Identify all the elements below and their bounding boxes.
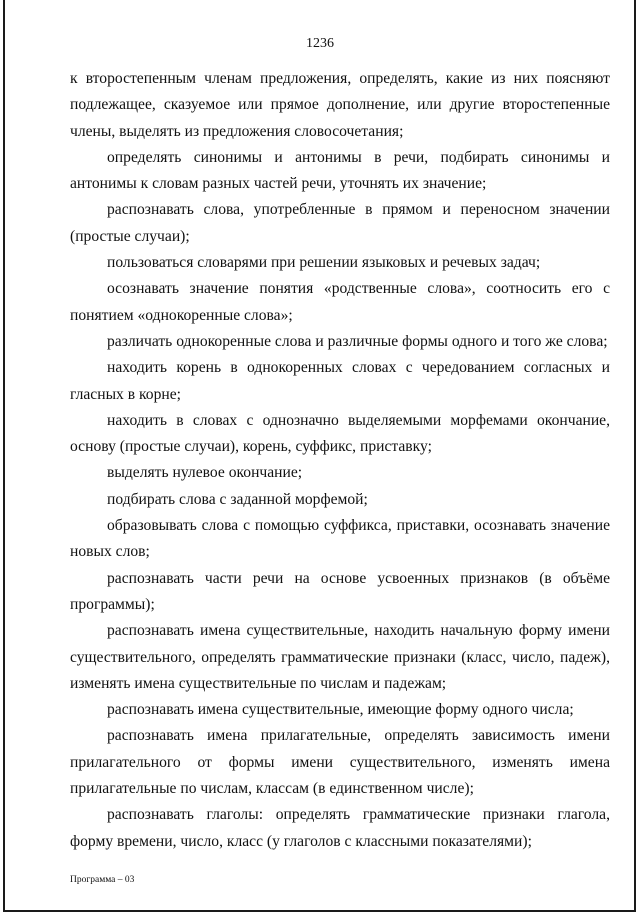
paragraph: различать однокоренные слова и различные формы одного и того же слова; xyxy=(107,332,608,350)
footer-label: Программа – 03 xyxy=(70,875,135,885)
paragraph: к второстепенным членам предложения, определять, какие из них поясняют подлежащее, сказуемое или прямое дополнение, или другие второстепенные члены, выделять из предложения словосочетания; xyxy=(70,70,610,140)
body-text xyxy=(70,66,610,855)
page-number: 1236 xyxy=(306,36,334,51)
paragraph: осознавать значение понятия «родственные слова», соотносить его с понятием «однокоренные слова»; xyxy=(70,280,610,324)
paragraph: распознавать имена прилагательные, определять зависимость имени прилагательного от формы имени существительного, изменять имена прилагательные по числам, классам (в единственном числе); xyxy=(70,727,610,798)
paragraph: распознавать части речи на основе усвоенных признаков (в объёме программы); xyxy=(70,569,610,613)
paragraph: пользоваться словарями при решении языковых и речевых задач; xyxy=(107,254,541,272)
paragraph: находить корень в однокоренных словах с чередованием согласных и гласных в корне; xyxy=(70,359,610,403)
paragraph: распознавать имена существительные, находить начальную форму имени существительного, определять грамматические признаки (класс, число, падеж), изменять имена существительные по числам и падежам; xyxy=(70,622,610,692)
paragraph: образовывать слова с помощью суффикса, приставки, осознавать значение новых слов; xyxy=(70,517,610,561)
paragraph: распознавать слова, употребленные в прямом и переносном значении (простые случаи); xyxy=(70,201,610,245)
paragraph: определять синонимы и антонимы в речи, подбирать синонимы и антонимы к словам разных частей речи, уточнять их значение; xyxy=(70,148,610,193)
paragraph: распознавать имена существительные, имеющие форму одного числа; xyxy=(107,701,574,719)
paragraph: находить в словах с однозначно выделяемыми морфемами окончание, основу (простые случаи), корень, суффикс, приставку; xyxy=(70,411,610,456)
paragraph: выделять нулевое окончание; xyxy=(107,464,303,482)
paragraph: распознавать глаголы: определять грамматические признаки глагола, форму времени, число, класс (у глаголов с классными показателями); xyxy=(70,806,610,850)
paragraph: подбирать слова с заданной морфемой; xyxy=(107,490,368,508)
